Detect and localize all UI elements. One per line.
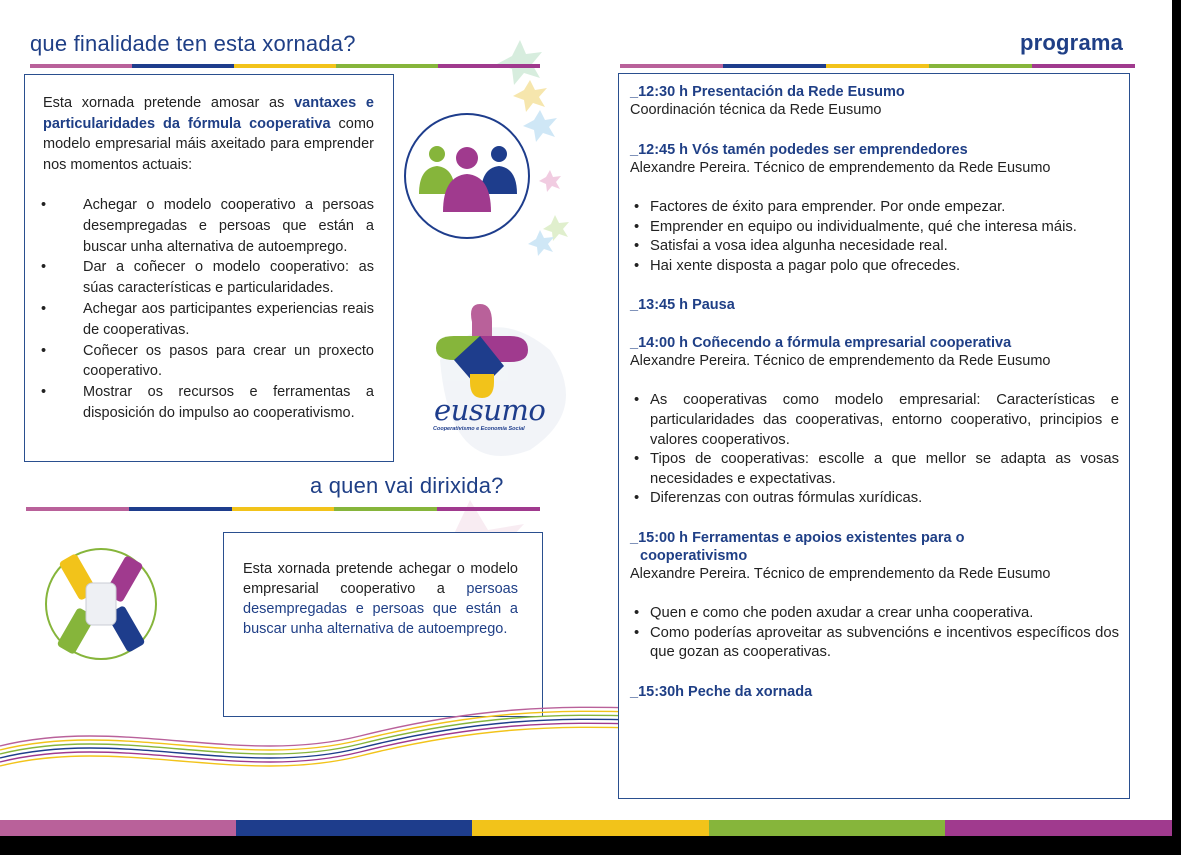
program-time: _15:00 h Ferramentas e apoios existentes para o [630, 529, 965, 546]
list-item: • Hai xente disposta a pagar polo que ofrecedes. [630, 257, 1119, 277]
eusumo-logo-wordmark: eusumo [434, 393, 546, 427]
list-item: • Coñecer os pasos para crear un proxecto cooperativo. [25, 341, 374, 383]
people-group-icon [403, 112, 531, 240]
list-item: • Quen e como che poden axudar a crear unha cooperativa. [630, 604, 1119, 624]
wavy-lines-decoration [0, 700, 640, 780]
hands-cooperation-icon [44, 547, 158, 661]
program-time: _15:30h Peche da xornada [630, 683, 813, 700]
list-item: • Satisfai a vosa idea algunha necesidade real. [630, 237, 1119, 257]
programa-heading: programa [1020, 30, 1124, 55]
list-item: • Como poderías aproveitar as subvencións e incentivos específicos dos que gozan as cooperativas. [630, 624, 1119, 663]
finalidade-bullet-list [25, 195, 374, 424]
program-speaker: Alexandre Pereira. Técnico de emprendemento da Rede Eusumo [630, 565, 1051, 582]
eusumo-logo-tagline: Cooperativismo e Economía Social [433, 426, 525, 432]
bottom-black-border [0, 836, 1181, 855]
list-item: • Achegar aos participantes experiencias reais de cooperativas. [25, 299, 374, 341]
list-item: • As cooperativas como modelo empresarial: Características e particularidades das cooperativas, entorno cooperativo, principios e valores cooperativos. [630, 391, 1119, 450]
list-item: • Dar a coñecer o modelo cooperativo: as súas características e particularidades. [25, 257, 374, 299]
audience-text [243, 559, 518, 639]
audience-heading: a quen vai dirixida? [310, 473, 504, 498]
list-item: • Diferenzas con outras fórmulas xurídicas. [630, 489, 1119, 509]
list-item: • Achegar o modelo cooperativo a persoas desempregadas e persoas que están a buscar unha alternativa de autoemprego. [25, 195, 374, 257]
program-time: _14:00 h Coñecendo a fórmula empresarial cooperativa [630, 335, 1012, 352]
finalidade-intro [43, 93, 374, 175]
program-time: _12:30 h Presentación da Rede Eusumo [630, 84, 905, 100]
audience-box [223, 532, 543, 717]
program-time-continuation: cooperativismo [640, 547, 748, 564]
list-item: • Factores de éxito para emprender. Por onde empezar. [630, 198, 1119, 218]
program-item [630, 683, 1119, 701]
finalidade-box [24, 74, 394, 462]
bottom-color-bar [0, 820, 1181, 836]
program-speaker: Alexandre Pereira. Técnico de emprendemento da Rede Eusumo [630, 353, 1051, 370]
program-time: _13:45 h Pausa [630, 297, 735, 314]
list-item: • Emprender en equipo ou individualmente, qué che interesa máis. [630, 218, 1119, 238]
program-item [630, 141, 1119, 276]
program-item [630, 334, 1119, 509]
programa-color-stripe [620, 64, 1135, 68]
program-speaker: Coordinación técnica da Rede Eusumo [630, 102, 882, 118]
intro-text: Esta xornada pretende amosar as [43, 95, 285, 111]
finalidade-color-stripe [30, 64, 540, 68]
list-item: • Tipos de cooperativas: escolle a que mellor se adapta as vosas necesidades e expectativas. [630, 450, 1119, 489]
program-bullet-list [630, 198, 1119, 276]
audience-highlight: persoas desempregadas e persoas que están a buscar unha alternativa de autoemprego. [243, 581, 518, 637]
list-item: • Mostrar os recursos e ferramentas a disposición do impulso ao cooperativismo. [25, 382, 374, 424]
intro-highlight: vantaxes e particularidades da fórmula cooperativa [43, 95, 374, 132]
finalidade-heading: que finalidade ten esta xornada? [30, 31, 356, 56]
program-bullet-list [630, 604, 1119, 663]
audience-text-start: Esta xornada pretende achegar o modelo empresarial cooperativo a [243, 561, 518, 597]
program-item [630, 296, 1119, 314]
program-item [630, 529, 1119, 663]
intro-text-end: como modelo empresarial máis axeitado para emprender nos momentos actuais: [43, 115, 374, 173]
audience-color-stripe [26, 507, 540, 511]
program-time: _12:45 h Vós tamén podedes ser emprendedores [630, 142, 968, 158]
program-bullet-list [630, 391, 1119, 509]
program-speaker: Alexandre Pereira. Técnico de emprendemento da Rede Eusumo [630, 160, 1051, 176]
programa-box [618, 73, 1130, 799]
program-item [630, 83, 1119, 119]
right-black-border [1172, 0, 1181, 855]
